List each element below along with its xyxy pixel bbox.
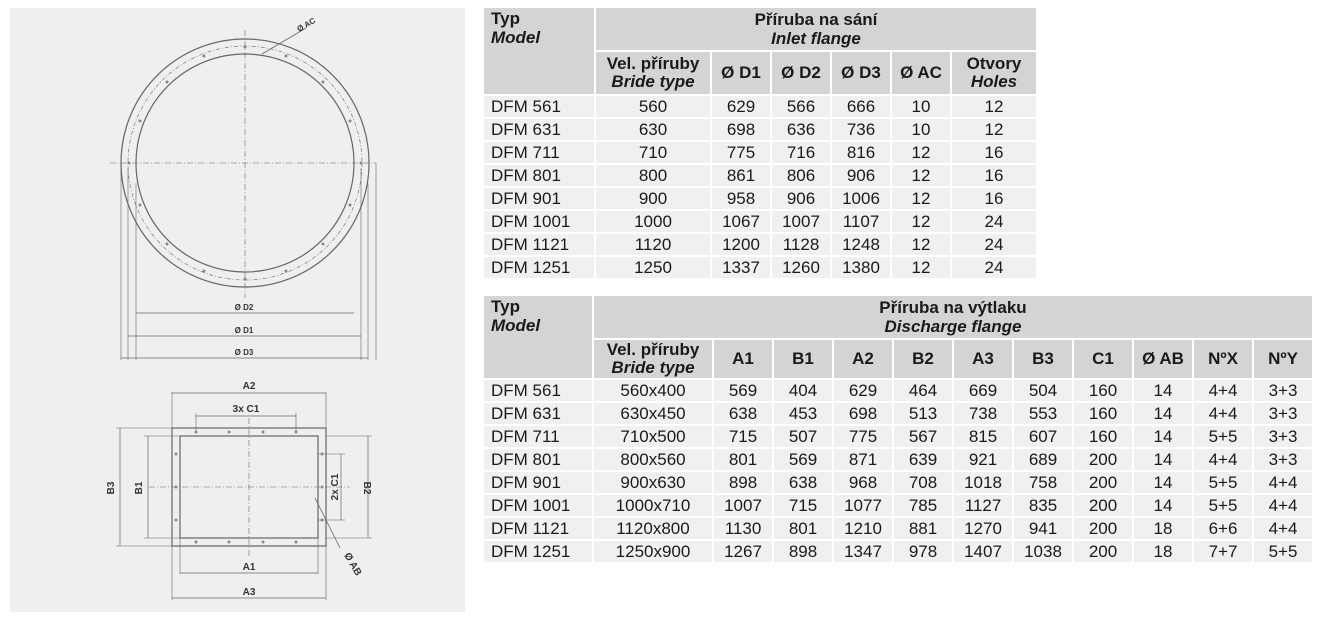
column-header-cz: B3 [1032,349,1054,368]
value-cell: 607 [1014,426,1072,447]
discharge-column-header [1014,340,1072,378]
value-cell: 200 [1074,518,1132,539]
value-cell: 6+6 [1194,518,1252,539]
value-cell: 560 [596,96,710,117]
table-row [484,495,1312,516]
value-cell: 629 [712,96,770,117]
value-cell: 715 [774,495,832,516]
inlet-model-header [484,8,594,94]
table-row [484,380,1312,401]
value-cell: 698 [834,403,892,424]
column-header-cz: NºX [1208,349,1238,368]
table-row [484,403,1312,424]
value-cell: 861 [712,165,770,186]
value-cell: 10 [892,119,950,140]
table-row [484,211,1036,232]
value-cell: 835 [1014,495,1072,516]
value-cell: 12 [952,119,1036,140]
value-cell: 14 [1134,403,1192,424]
value-cell: 12 [892,188,950,209]
value-cell: 1380 [832,257,890,278]
value-cell: 941 [1014,518,1072,539]
dim-label-d2: Ø D2 [234,303,254,312]
value-cell: 806 [772,165,830,186]
dim-label-d3: Ø D3 [234,348,254,357]
value-cell: 638 [714,403,772,424]
value-cell: 1270 [954,518,1012,539]
model-header-en: Model [491,316,541,335]
value-cell: 958 [712,188,770,209]
table-row [484,426,1312,447]
value-cell: 4+4 [1194,403,1252,424]
value-cell: 1260 [772,257,830,278]
value-cell: 10 [892,96,950,117]
value-cell: 775 [712,142,770,163]
value-cell: 1067 [712,211,770,232]
model-cell: DFM 561 [484,96,594,117]
discharge-flange-table [482,294,1314,564]
value-cell: 4+4 [1254,472,1312,493]
value-cell: 3+3 [1254,380,1312,401]
value-cell: 1250 [596,257,710,278]
table-row [484,518,1312,539]
value-cell: 708 [894,472,952,493]
value-cell: 698 [712,119,770,140]
value-cell: 5+5 [1194,495,1252,516]
value-cell: 200 [1074,472,1132,493]
value-cell: 1130 [714,518,772,539]
value-cell: 1267 [714,541,772,562]
value-cell: 24 [952,257,1036,278]
value-cell: 629 [834,380,892,401]
column-header-cz: NºY [1268,349,1298,368]
value-cell: 1127 [954,495,1012,516]
value-cell: 566 [772,96,830,117]
value-cell: 14 [1134,380,1192,401]
value-cell: 453 [774,403,832,424]
column-header-cz: Otvory [966,54,1022,73]
table-row [484,96,1036,117]
table-row [484,257,1036,278]
value-cell: 5+5 [1254,541,1312,562]
discharge-column-header [954,340,1012,378]
value-cell: 16 [952,142,1036,163]
value-cell: 1006 [832,188,890,209]
model-cell: DFM 1251 [484,541,592,562]
value-cell: 507 [774,426,832,447]
dim-label-b1: B1 [134,481,145,495]
value-cell: 630x450 [594,403,712,424]
value-cell: 1018 [954,472,1012,493]
column-header-cz: Ø AB [1142,349,1184,368]
model-cell: DFM 561 [484,380,592,401]
group-header-en: Inlet flange [771,29,861,48]
value-cell: 200 [1074,449,1132,470]
value-cell: 800 [596,165,710,186]
value-cell: 816 [832,142,890,163]
value-cell: 636 [772,119,830,140]
value-cell: 639 [894,449,952,470]
column-header-cz: A3 [972,349,994,368]
value-cell: 560x400 [594,380,712,401]
model-cell: DFM 711 [484,426,592,447]
value-cell: 464 [894,380,952,401]
inlet-column-header [892,52,950,94]
value-cell: 7+7 [1194,541,1252,562]
value-cell: 1038 [1014,541,1072,562]
value-cell: 1007 [772,211,830,232]
value-cell: 1107 [832,211,890,232]
value-cell: 4+4 [1194,380,1252,401]
value-cell: 881 [894,518,952,539]
column-header-cz: Ø D2 [781,63,821,82]
discharge-model-header [484,296,592,378]
value-cell: 4+4 [1254,495,1312,516]
column-header-cz: Ø D1 [721,63,761,82]
value-cell: 24 [952,234,1036,255]
column-header-cz: B2 [912,349,934,368]
inlet-flange-table [482,6,1038,280]
discharge-column-header [714,340,772,378]
dim-label-b2: B2 [361,481,372,495]
group-header-cz: Příruba na sání [754,10,878,29]
model-cell: DFM 801 [484,449,592,470]
column-header-en: Bride type [611,72,695,91]
table-row [484,449,1312,470]
value-cell: 1120x800 [594,518,712,539]
value-cell: 5+5 [1194,472,1252,493]
model-cell: DFM 631 [484,119,594,140]
column-header-en: Holes [970,72,1018,91]
table-row [484,142,1036,163]
value-cell: 12 [952,96,1036,117]
value-cell: 200 [1074,541,1132,562]
table-row [484,165,1036,186]
value-cell: 800x560 [594,449,712,470]
value-cell: 775 [834,426,892,447]
dim-label-a3: A3 [242,587,256,598]
table-row [484,472,1312,493]
table-row [484,234,1036,255]
value-cell: 4+4 [1194,449,1252,470]
column-header-cz: Ø D3 [841,63,881,82]
dim-label-2xc1: 2x C1 [330,473,341,501]
value-cell: 738 [954,403,1012,424]
model-cell: DFM 631 [484,403,592,424]
value-cell: 1407 [954,541,1012,562]
column-header-cz: Ø AC [900,63,942,82]
value-cell: 666 [832,96,890,117]
value-cell: 18 [1134,518,1192,539]
inlet-column-header [952,52,1036,94]
value-cell: 3+3 [1254,449,1312,470]
column-header-en: Bride type [611,358,695,377]
inlet-group-header [596,8,1036,50]
model-cell: DFM 901 [484,472,592,493]
discharge-column-header [594,340,712,378]
value-cell: 871 [834,449,892,470]
dim-label-b3: B3 [106,481,117,495]
value-cell: 24 [952,211,1036,232]
value-cell: 801 [774,518,832,539]
value-cell: 715 [714,426,772,447]
value-cell: 1337 [712,257,770,278]
value-cell: 1250x900 [594,541,712,562]
column-header-cz: B1 [792,349,814,368]
model-cell: DFM 801 [484,165,594,186]
discharge-column-header [774,340,832,378]
column-header-cz: A2 [852,349,874,368]
value-cell: 900x630 [594,472,712,493]
value-cell: 14 [1134,472,1192,493]
model-cell: DFM 1001 [484,211,594,232]
column-header-cz: C1 [1092,349,1114,368]
table-row [484,119,1036,140]
value-cell: 504 [1014,380,1072,401]
value-cell: 14 [1134,426,1192,447]
value-cell: 513 [894,403,952,424]
model-cell: DFM 1251 [484,257,594,278]
value-cell: 12 [892,211,950,232]
value-cell: 716 [772,142,830,163]
value-cell: 16 [952,188,1036,209]
value-cell: 12 [892,234,950,255]
value-cell: 16 [952,165,1036,186]
value-cell: 12 [892,165,950,186]
model-cell: DFM 1001 [484,495,592,516]
value-cell: 815 [954,426,1012,447]
value-cell: 758 [1014,472,1072,493]
value-cell: 921 [954,449,1012,470]
model-header-cz: Typ [491,9,520,28]
value-cell: 1077 [834,495,892,516]
value-cell: 1210 [834,518,892,539]
value-cell: 404 [774,380,832,401]
value-cell: 1000 [596,211,710,232]
value-cell: 710x500 [594,426,712,447]
value-cell: 978 [894,541,952,562]
value-cell: 710 [596,142,710,163]
value-cell: 906 [832,165,890,186]
dim-label-a1: A1 [242,562,256,573]
value-cell: 12 [892,257,950,278]
value-cell: 1128 [772,234,830,255]
value-cell: 14 [1134,449,1192,470]
value-cell: 12 [892,142,950,163]
value-cell: 630 [596,119,710,140]
inlet-column-header [772,52,830,94]
value-cell: 14 [1134,495,1192,516]
group-header-cz: Příruba na výtlaku [879,298,1027,317]
group-header-en: Discharge flange [884,317,1022,336]
value-cell: 200 [1074,495,1132,516]
table-row [484,541,1312,562]
value-cell: 801 [714,449,772,470]
value-cell: 968 [834,472,892,493]
value-cell: 5+5 [1194,426,1252,447]
value-cell: 898 [714,472,772,493]
value-cell: 160 [1074,380,1132,401]
model-header-cz: Typ [491,297,520,316]
model-header-en: Model [491,28,541,47]
value-cell: 3+3 [1254,426,1312,447]
model-cell: DFM 711 [484,142,594,163]
column-header-cz: Vel. příruby [606,340,700,359]
column-header-cz: A1 [732,349,754,368]
flange-drawing [10,8,465,612]
dim-label-a2: A2 [242,381,256,392]
value-cell: 1120 [596,234,710,255]
column-header-cz: Vel. příruby [606,54,700,73]
value-cell: 638 [774,472,832,493]
value-cell: 785 [894,495,952,516]
inlet-column-header [712,52,770,94]
discharge-column-header [834,340,892,378]
discharge-column-header [1074,340,1132,378]
value-cell: 736 [832,119,890,140]
value-cell: 900 [596,188,710,209]
value-cell: 567 [894,426,952,447]
value-cell: 906 [772,188,830,209]
value-cell: 689 [1014,449,1072,470]
discharge-column-header [894,340,952,378]
discharge-group-header [594,296,1312,338]
value-cell: 1007 [714,495,772,516]
value-cell: 4+4 [1254,518,1312,539]
value-cell: 160 [1074,426,1132,447]
value-cell: 1347 [834,541,892,562]
dim-label-d1: Ø D1 [234,326,254,335]
model-cell: DFM 901 [484,188,594,209]
discharge-column-header [1254,340,1312,378]
dim-label-ac: Ø AC [295,16,318,34]
value-cell: 3+3 [1254,403,1312,424]
value-cell: 569 [774,449,832,470]
inlet-column-header [832,52,890,94]
dim-label-ab: Ø AB [341,551,364,578]
value-cell: 18 [1134,541,1192,562]
value-cell: 898 [774,541,832,562]
value-cell: 669 [954,380,1012,401]
value-cell: 1000x710 [594,495,712,516]
model-cell: DFM 1121 [484,234,594,255]
value-cell: 1200 [712,234,770,255]
technical-drawing-panel [10,8,465,612]
value-cell: 1248 [832,234,890,255]
discharge-column-header [1134,340,1192,378]
model-cell: DFM 1121 [484,518,592,539]
table-row [484,188,1036,209]
value-cell: 160 [1074,403,1132,424]
dim-label-3xc1: 3x C1 [232,404,260,415]
inlet-column-header [596,52,710,94]
value-cell: 553 [1014,403,1072,424]
value-cell: 569 [714,380,772,401]
discharge-column-header [1194,340,1252,378]
